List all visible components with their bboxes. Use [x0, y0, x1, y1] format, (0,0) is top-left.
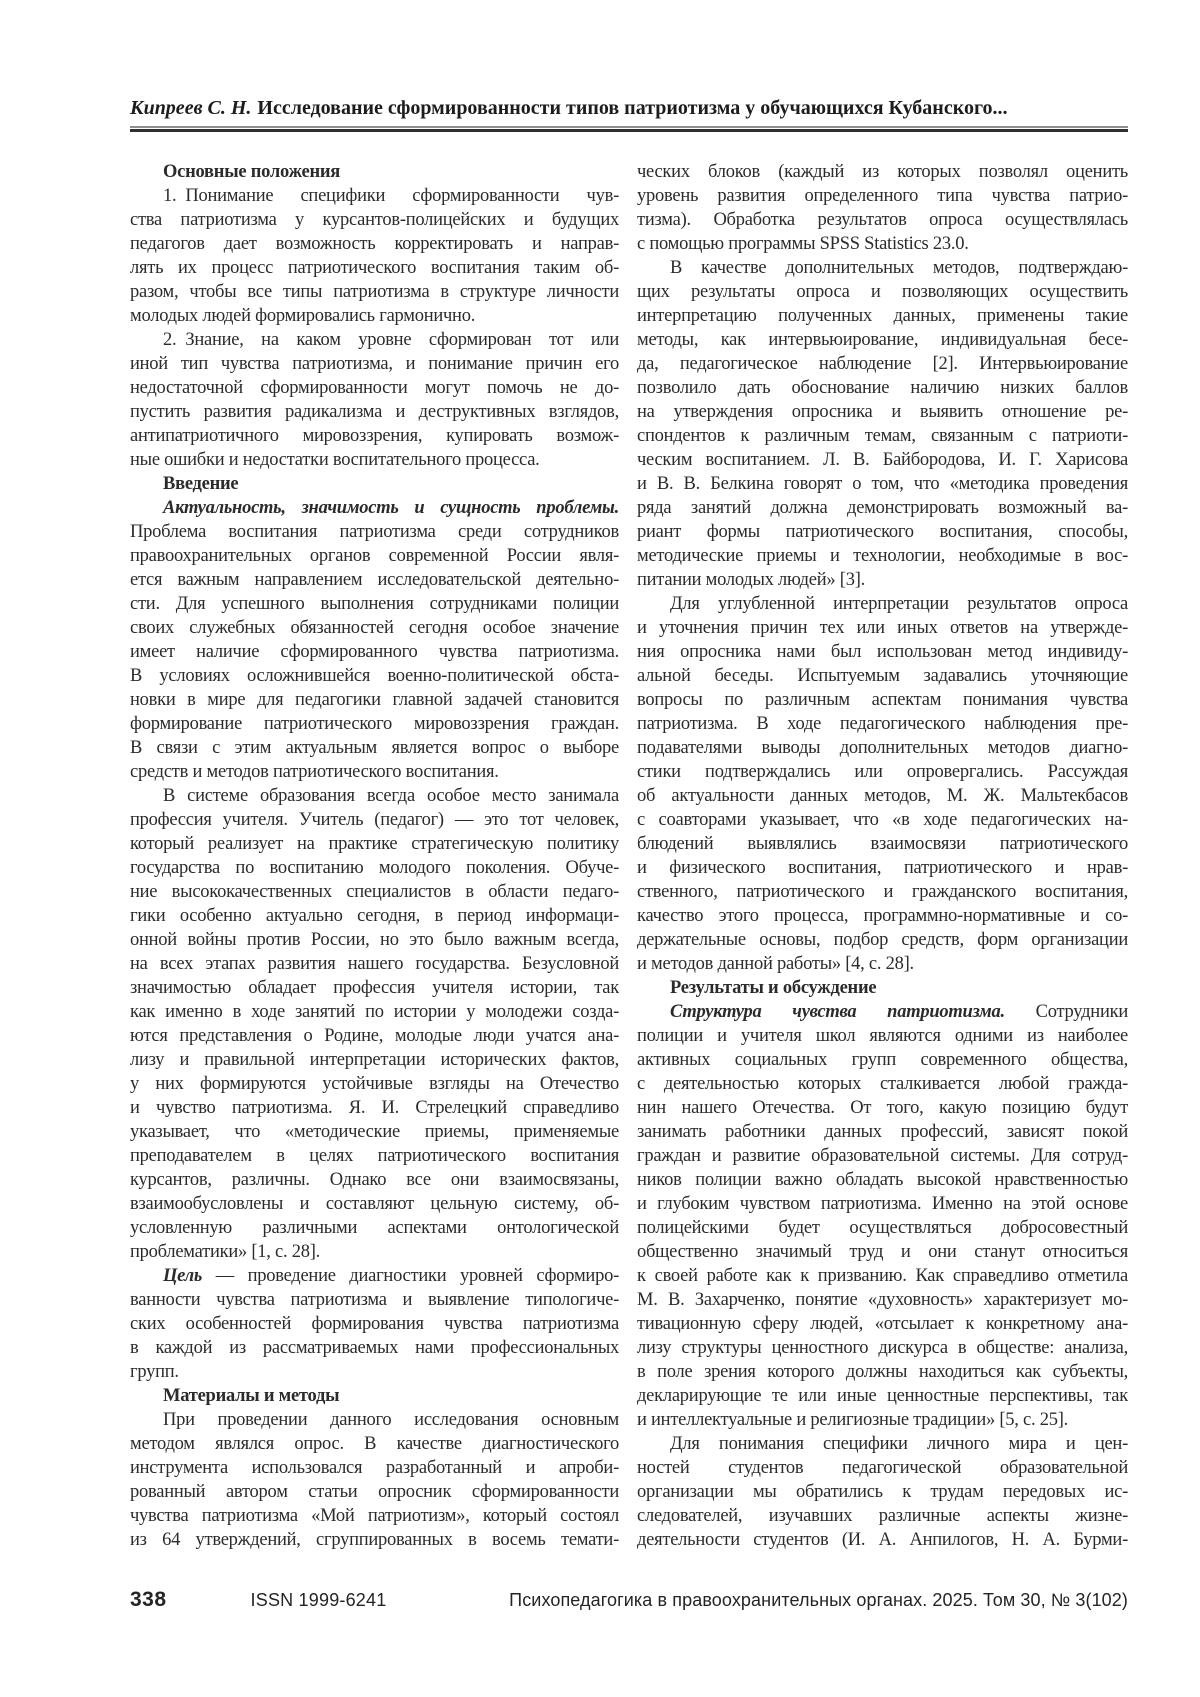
- text-line: к своей работе как к призванию. Как справедливо отметила: [637, 1266, 1128, 1286]
- text-line: который реализует на практике стратегическую политику: [130, 834, 619, 854]
- text-line: стики подтверждались или опровергались. Рассуждая: [637, 762, 1128, 782]
- text-line: и В. В. Белкина говорят о том, что «методика проведения: [637, 474, 1128, 494]
- text-line: на утверждения опросника и выявить отношение ре-: [637, 402, 1128, 422]
- running-head-title: Исследование сформированности типов патриотизма у обучающихся Кубанского...: [257, 97, 1008, 119]
- text-line: разом, чтобы все типы патриотизма в структуре личности: [130, 282, 619, 302]
- run-in-heading-text: Актуальность, значимость и сущность проблемы.: [163, 498, 619, 518]
- text-line: В системе образования всегда особое место занимала: [163, 786, 619, 806]
- text-line: 1. Понимание специфики сформированности чув-: [163, 186, 619, 206]
- text-line: [637, 976, 1128, 1000]
- text-line: полицейскими будет осуществляться добросовестный: [637, 1218, 1128, 1238]
- text-line: методы, как интервьюирование, индивидуальная бесе-: [637, 330, 1128, 350]
- text-line: ческим воспитанием. Л. В. Байбородова, И. Г. Харисова: [637, 450, 1128, 470]
- text-line: ства патриотизма у курсантов-полицейских и будущих: [130, 210, 619, 230]
- text-line: Для углубленной интерпретации результатов опроса: [670, 594, 1128, 614]
- text-line: условленную различными аспектами онтологической: [130, 1218, 619, 1238]
- text-line: нин нашего Отечества. От того, какую позицию будут: [637, 1098, 1128, 1118]
- header-rule-bottom-line: [130, 129, 1128, 132]
- text-line: значимостью обладает профессия учителя истории, так: [130, 978, 619, 998]
- text-line: и глубоким чувством патриотизма. Именно на этой основе: [637, 1194, 1128, 1214]
- text-line: формирование патриотического мировоззрения граждан.: [130, 714, 619, 734]
- text-line: на всех этапах развития нашего государства. Безусловной: [130, 954, 619, 974]
- text-line: качество этого процесса, программно-нормативные и со-: [637, 906, 1128, 926]
- text-line: ских особенностей формирования чувства патриотизма: [130, 1314, 619, 1334]
- text-line: полиции и учителя школ являются одними из наиболее: [637, 1026, 1128, 1046]
- text-line: ников полиции важно обладать высокой нравственностью: [637, 1170, 1128, 1190]
- text-line: курсантов, различны. Однако все они взаимосвязаны,: [130, 1170, 619, 1190]
- section-heading-text: Введение: [163, 474, 239, 494]
- section-heading-text: Материалы и методы: [163, 1386, 340, 1406]
- text-line: взаимообусловлены и составляют цельную систему, об-: [130, 1194, 619, 1214]
- text-line: ческих блоков (каждый из которых позволял оценить: [637, 162, 1128, 182]
- text-line: с соавторами указывает, что «в ходе педагогических на-: [637, 810, 1128, 830]
- text-line: рованный автором статьи опросник сформированности: [130, 1482, 619, 1502]
- text-line: [130, 496, 619, 520]
- section-heading-text: Результаты и обсуждение: [670, 978, 877, 998]
- running-head: [130, 96, 1128, 120]
- text-line: об актуальности данных методов, М. Ж. Мальтекбасов: [637, 786, 1128, 806]
- text-line: В связи с этим актуальным является вопрос о выборе: [130, 738, 619, 758]
- page-number: 338: [130, 1588, 167, 1611]
- text-line: ные ошибки и недостатки воспитательного процесса.: [130, 450, 540, 470]
- text-line: питании молодых людей» [3].: [637, 570, 865, 590]
- text-line: и уточнения причин тех или иных ответов на утвержде-: [637, 618, 1128, 638]
- section-heading-text: Основные положения: [163, 162, 341, 182]
- header-rule: [130, 126, 1128, 133]
- text-line: [130, 160, 619, 184]
- text-line: гики особенно актуально сегодня, в период информаци-: [130, 906, 619, 926]
- text-line: патриотизма. В ходе педагогического наблюдения пре-: [637, 714, 1128, 734]
- text-line: правоохранительных органов современной России явля-: [130, 546, 619, 566]
- text-line: лизу структуры ценностного дискурса в обществе: анализа,: [637, 1338, 1128, 1358]
- article-body: [130, 160, 1128, 1552]
- text-line: в каждой из рассматриваемых нами профессиональных: [130, 1338, 619, 1358]
- article-column-left: [130, 160, 619, 1552]
- text-line: тивационную сферу людей, «отсылает к конкретному ана-: [637, 1314, 1128, 1334]
- run-in-heading-text: Структура чувства патриотизма.: [670, 1002, 1005, 1022]
- text-line: активных социальных групп современного общества,: [637, 1050, 1128, 1070]
- text-line: государства по воспитанию молодого поколения. Обуче-: [130, 858, 619, 878]
- text-line: интерпретацию полученных данных, применены такие: [637, 306, 1128, 326]
- text-line: При проведении данного исследования основным: [163, 1410, 619, 1430]
- text-line: инструмента использовался разработанный и апроби-: [130, 1458, 619, 1478]
- text-line: ряда занятий должна демонстрировать возможный ва-: [637, 498, 1128, 518]
- text-line: ния опросника нами был использован метод индивиду-: [637, 642, 1128, 662]
- text-line: Проблема воспитания патриотизма среди сотрудников: [130, 522, 619, 542]
- text-line: [130, 1384, 619, 1408]
- text-line: профессия учителя. Учитель (педагог) — это тот человек,: [130, 810, 619, 830]
- text-line: ностей студентов педагогической образовательной: [637, 1458, 1128, 1478]
- article-column-right: [637, 160, 1128, 1552]
- text-line: из 64 утверждений, сгруппированных в восемь темати-: [130, 1530, 619, 1550]
- text-line: да, педагогическое наблюдение [2]. Интервьюирование: [637, 354, 1128, 374]
- text-line: лять их процесс патриотического воспитания таким об-: [130, 258, 619, 278]
- text-line: щих результаты опроса и позволяющих осуществить: [637, 282, 1128, 302]
- text-line: подавателями выводы дополнительных методов диагно-: [637, 738, 1128, 758]
- text-line: методические приемы и технологии, необходимые в вос-: [637, 546, 1128, 566]
- text-line: В условиях осложнившейся военно-политической обста-: [130, 666, 619, 686]
- text-line: деятельности студентов (И. А. Анпилогов, Н. А. Бурми-: [637, 1530, 1128, 1550]
- text-line: ванности чувства патриотизма и выявление типологиче-: [130, 1290, 619, 1310]
- text-line: с помощью программы SPSS Statistics 23.0.: [637, 234, 969, 254]
- text-line: средств и методов патриотического воспитания.: [130, 762, 499, 782]
- page-footer: [130, 1588, 1128, 1612]
- text-line: ются представления о Родине, молодые люди учатся ана-: [130, 1026, 619, 1046]
- text-line: ние высококачественных специалистов в области педаго-: [130, 882, 619, 902]
- text-line: ственного, патриотического и гражданского воспитания,: [637, 882, 1128, 902]
- text-line: у них формируются устойчивые взгляды на Отечество: [130, 1074, 619, 1094]
- text-line: общественно значимый труд и они станут относиться: [637, 1242, 1128, 1262]
- text-line: риант формы патриотического воспитания, способы,: [637, 522, 1128, 542]
- text-line: пустить развития радикализма и деструктивных взглядов,: [130, 402, 619, 422]
- text-line: как именно в ходе занятий по истории у молодежи созда-: [130, 1002, 619, 1022]
- text-line: своих служебных обязанностей сегодня особое значение: [130, 618, 619, 638]
- text-line: иной тип чувства патриотизма, и понимание причин его: [130, 354, 619, 374]
- text-line: недостаточной сформированности могут помочь не до-: [130, 378, 619, 398]
- text-line: проблематики» [1, с. 28].: [130, 1242, 321, 1262]
- text-line: и методов данной работы» [4, с. 28].: [637, 954, 914, 974]
- text-line: чувства патриотизма «Мой патриотизм», который состоял: [130, 1506, 619, 1526]
- text-line: Структура чувства патриотизма. Сотрудники: [670, 1002, 1128, 1022]
- text-line: и чувство патриотизма. Я. И. Стрелецкий справедливо: [130, 1098, 619, 1118]
- text-line: уровень развития определенного типа чувства патрио-: [637, 186, 1128, 206]
- text-line: позволило дать обоснование наличию низких баллов: [637, 378, 1128, 398]
- text-line: онной войны против России, но это было важным всегда,: [130, 930, 619, 950]
- text-line: В качестве дополнительных методов, подтверждаю-: [670, 258, 1128, 278]
- text-line: М. В. Захарченко, понятие «духовность» характеризует мо-: [637, 1290, 1128, 1310]
- text-line: указывает, что «методические приемы, применяемые: [130, 1122, 619, 1142]
- text-line: граждан и развитие образовательной системы. Для сотруд-: [637, 1146, 1128, 1166]
- text-line: ется важным направлением исследовательской деятельно-: [130, 570, 619, 590]
- text-line: лизу и правильной интерпретации исторических фактов,: [130, 1050, 619, 1070]
- issn-label: ISSN 1999-6241: [250, 1590, 387, 1610]
- text-line: тизма). Обработка результатов опроса осуществлялась: [637, 210, 1128, 230]
- text-line: групп.: [130, 1362, 179, 1382]
- text-line: занимать работники данных профессий, зависят покой: [637, 1122, 1128, 1142]
- text-line: альной беседы. Испытуемым задавались уточняющие: [637, 666, 1128, 686]
- text-line: с деятельностью которых сталкивается любой гражда-: [637, 1074, 1128, 1094]
- text-line: спондентов к различным темам, связанным с патриоти-: [637, 426, 1128, 446]
- journal-citation: Психопедагогика в правоохранительных органах. 2025. Том 30, № 3(102): [509, 1590, 1128, 1610]
- text-line: держательные основы, подбор средств, форм организации: [637, 930, 1128, 950]
- text-line: сти. Для успешного выполнения сотрудниками полиции: [130, 594, 619, 614]
- text-line: и интеллектуальные и религиозные традиции» [5, с. 25].: [637, 1410, 1068, 1430]
- text-line: молодых людей формировались гармонично.: [130, 306, 476, 326]
- text-line: Цель — проведение диагностики уровней сформиро-: [163, 1266, 619, 1286]
- running-head-author: Кипреев С. Н.: [130, 97, 252, 119]
- text-line: имеет наличие сформированного чувства патриотизма.: [130, 642, 619, 662]
- text-line: преподавателем в целях патриотического воспитания: [130, 1146, 619, 1166]
- text-line: блюдений выявлялись взаимосвязи патриотического: [637, 834, 1128, 854]
- text-line: 2. Знание, на каком уровне сформирован тот или: [163, 330, 619, 350]
- text-line: организации мы обратились к трудам передовых ис-: [637, 1482, 1128, 1502]
- text-line: следователей, изучавших различные аспекты жизне-: [637, 1506, 1128, 1526]
- text-line: декларирующие те или иные ценностные перспективы, так: [637, 1386, 1128, 1406]
- text-line: в поле зрения которого должны находиться как субъекты,: [637, 1362, 1128, 1382]
- text-line: методом являлся опрос. В качестве диагностического: [130, 1434, 619, 1454]
- text-line: и физического воспитания, патриотического и нрав-: [637, 858, 1128, 878]
- text-line: Для понимания специфики личного мира и цен-: [670, 1434, 1128, 1454]
- text-line: [130, 472, 619, 496]
- text-line: педагогов дает возможность корректировать и направ-: [130, 234, 619, 254]
- header-rule-top-line: [130, 126, 1128, 128]
- text-line: антипатриотичного мировоззрения, купировать возмож-: [130, 426, 619, 446]
- text-line: новки в мире для педагогики главной задачей становится: [130, 690, 619, 710]
- text-line: вопросы по различным аспектам понимания чувства: [637, 690, 1128, 710]
- run-in-heading-text: Цель: [163, 1266, 203, 1286]
